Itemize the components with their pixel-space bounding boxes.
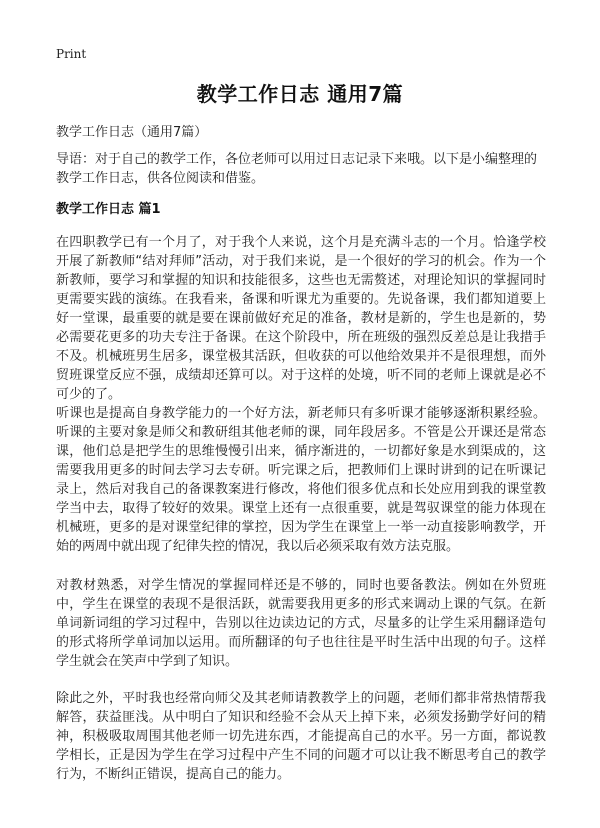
section-heading: 教学工作日志 篇1 bbox=[56, 202, 161, 217]
print-link[interactable]: Print bbox=[56, 47, 87, 61]
document-subtitle: 教学工作日志（通用7篇） bbox=[56, 125, 208, 140]
body-paragraph-4: 除此之外，平时我也经常向师父及其老师请教教学上的问题，老师们都非常热情帮我解答，获益匪浅。从中明白了知识和经验不会从天上掉下来，必须发扬勤学好问的精神，积极吸取周围其他老师一切先进东西，才能提高自己的水平。另一方面，都说教学相长，正是因为学生在学习过程中产生不同的问题才可以让我不断思考自己的教学行为，不断纠正错误，提高自己的能力。 bbox=[56, 691, 546, 782]
body-paragraph-2: 听课也是提高自身教学能力的一个好方法，新老师只有多听课才能够逐渐积累经验。听课的主要对象是师父和教研组其他老师的课，同年段居多。不管是公开课还是常态课，他们总是把学生的思维慢慢引出来，循序渐进的，一切都好象是水到渠成的，这需要我用更多的时间去学习去专研。听完课之后，把教师们上课时讲到的记在听课记录上，然后对我自己的备课教案进行修改，将他们很多优点和长处应用到我的课堂教学当中去，取得了较好的效果。课堂上还有一点很重要，就是驾驭课堂的能力体现在机械班，更多的是对课堂纪律的掌控，因为学生在课堂上一举一动直接影响教学，开始的两周中就出现了纪律失控的情况，我以后必须采取有效方法克服。 bbox=[56, 406, 546, 554]
body-paragraph-1: 在四职教学已有一个月了，对于我个人来说，这个月是充满斗志的一个月。恰逢学校开展了新教师“结对拜师”活动，对于我们来说，是一个很好的学习的机会。作为一个新教师，要学习和掌握的知识和技能很多，这些也无需赘述，对理论知识的掌握同时更需要实践的演练。在我看来，备课和听课尤为重要的。先说备课，我们都知道要上好一堂课，最重要的就是要在课前做好充足的准备，教材是新的，学生也是新的，势必需要花更多的功夫专注于备课。在这个阶段中，所在班级的强烈反差总是让我措手不及。机械班男生居多，课堂极其活跃，但收获的可以他给效果并不是很理想，而外贸班课堂反应不强，成绩却还算可以。对于这样的处境，听不同的老师上课就是必不可少的了。 bbox=[56, 235, 546, 402]
intro-paragraph: 导语：对于自己的教学工作，各位老师可以用过日志记录下来哦。以下是小编整理的教学工作日志，供各位阅读和借鉴。 bbox=[56, 152, 538, 186]
body-paragraph-3: 对教材熟悉，对学生情况的掌握同样还是不够的，同时也要备教法。例如在外贸班中，学生在课堂的表现不是很活跃，就需要我用更多的形式来调动上课的气氛。在新单词新词组的学习过程中，告别以往边读边记的方式，尽量多的让学生采用翻译造句的形式将所学单词加以运用。而所翻译的句子也往往是平时生活中出现的句子。这样学生就会在笑声中学到了知识。 bbox=[56, 578, 546, 669]
page-title: 教学工作日志 通用7篇 bbox=[196, 82, 404, 106]
